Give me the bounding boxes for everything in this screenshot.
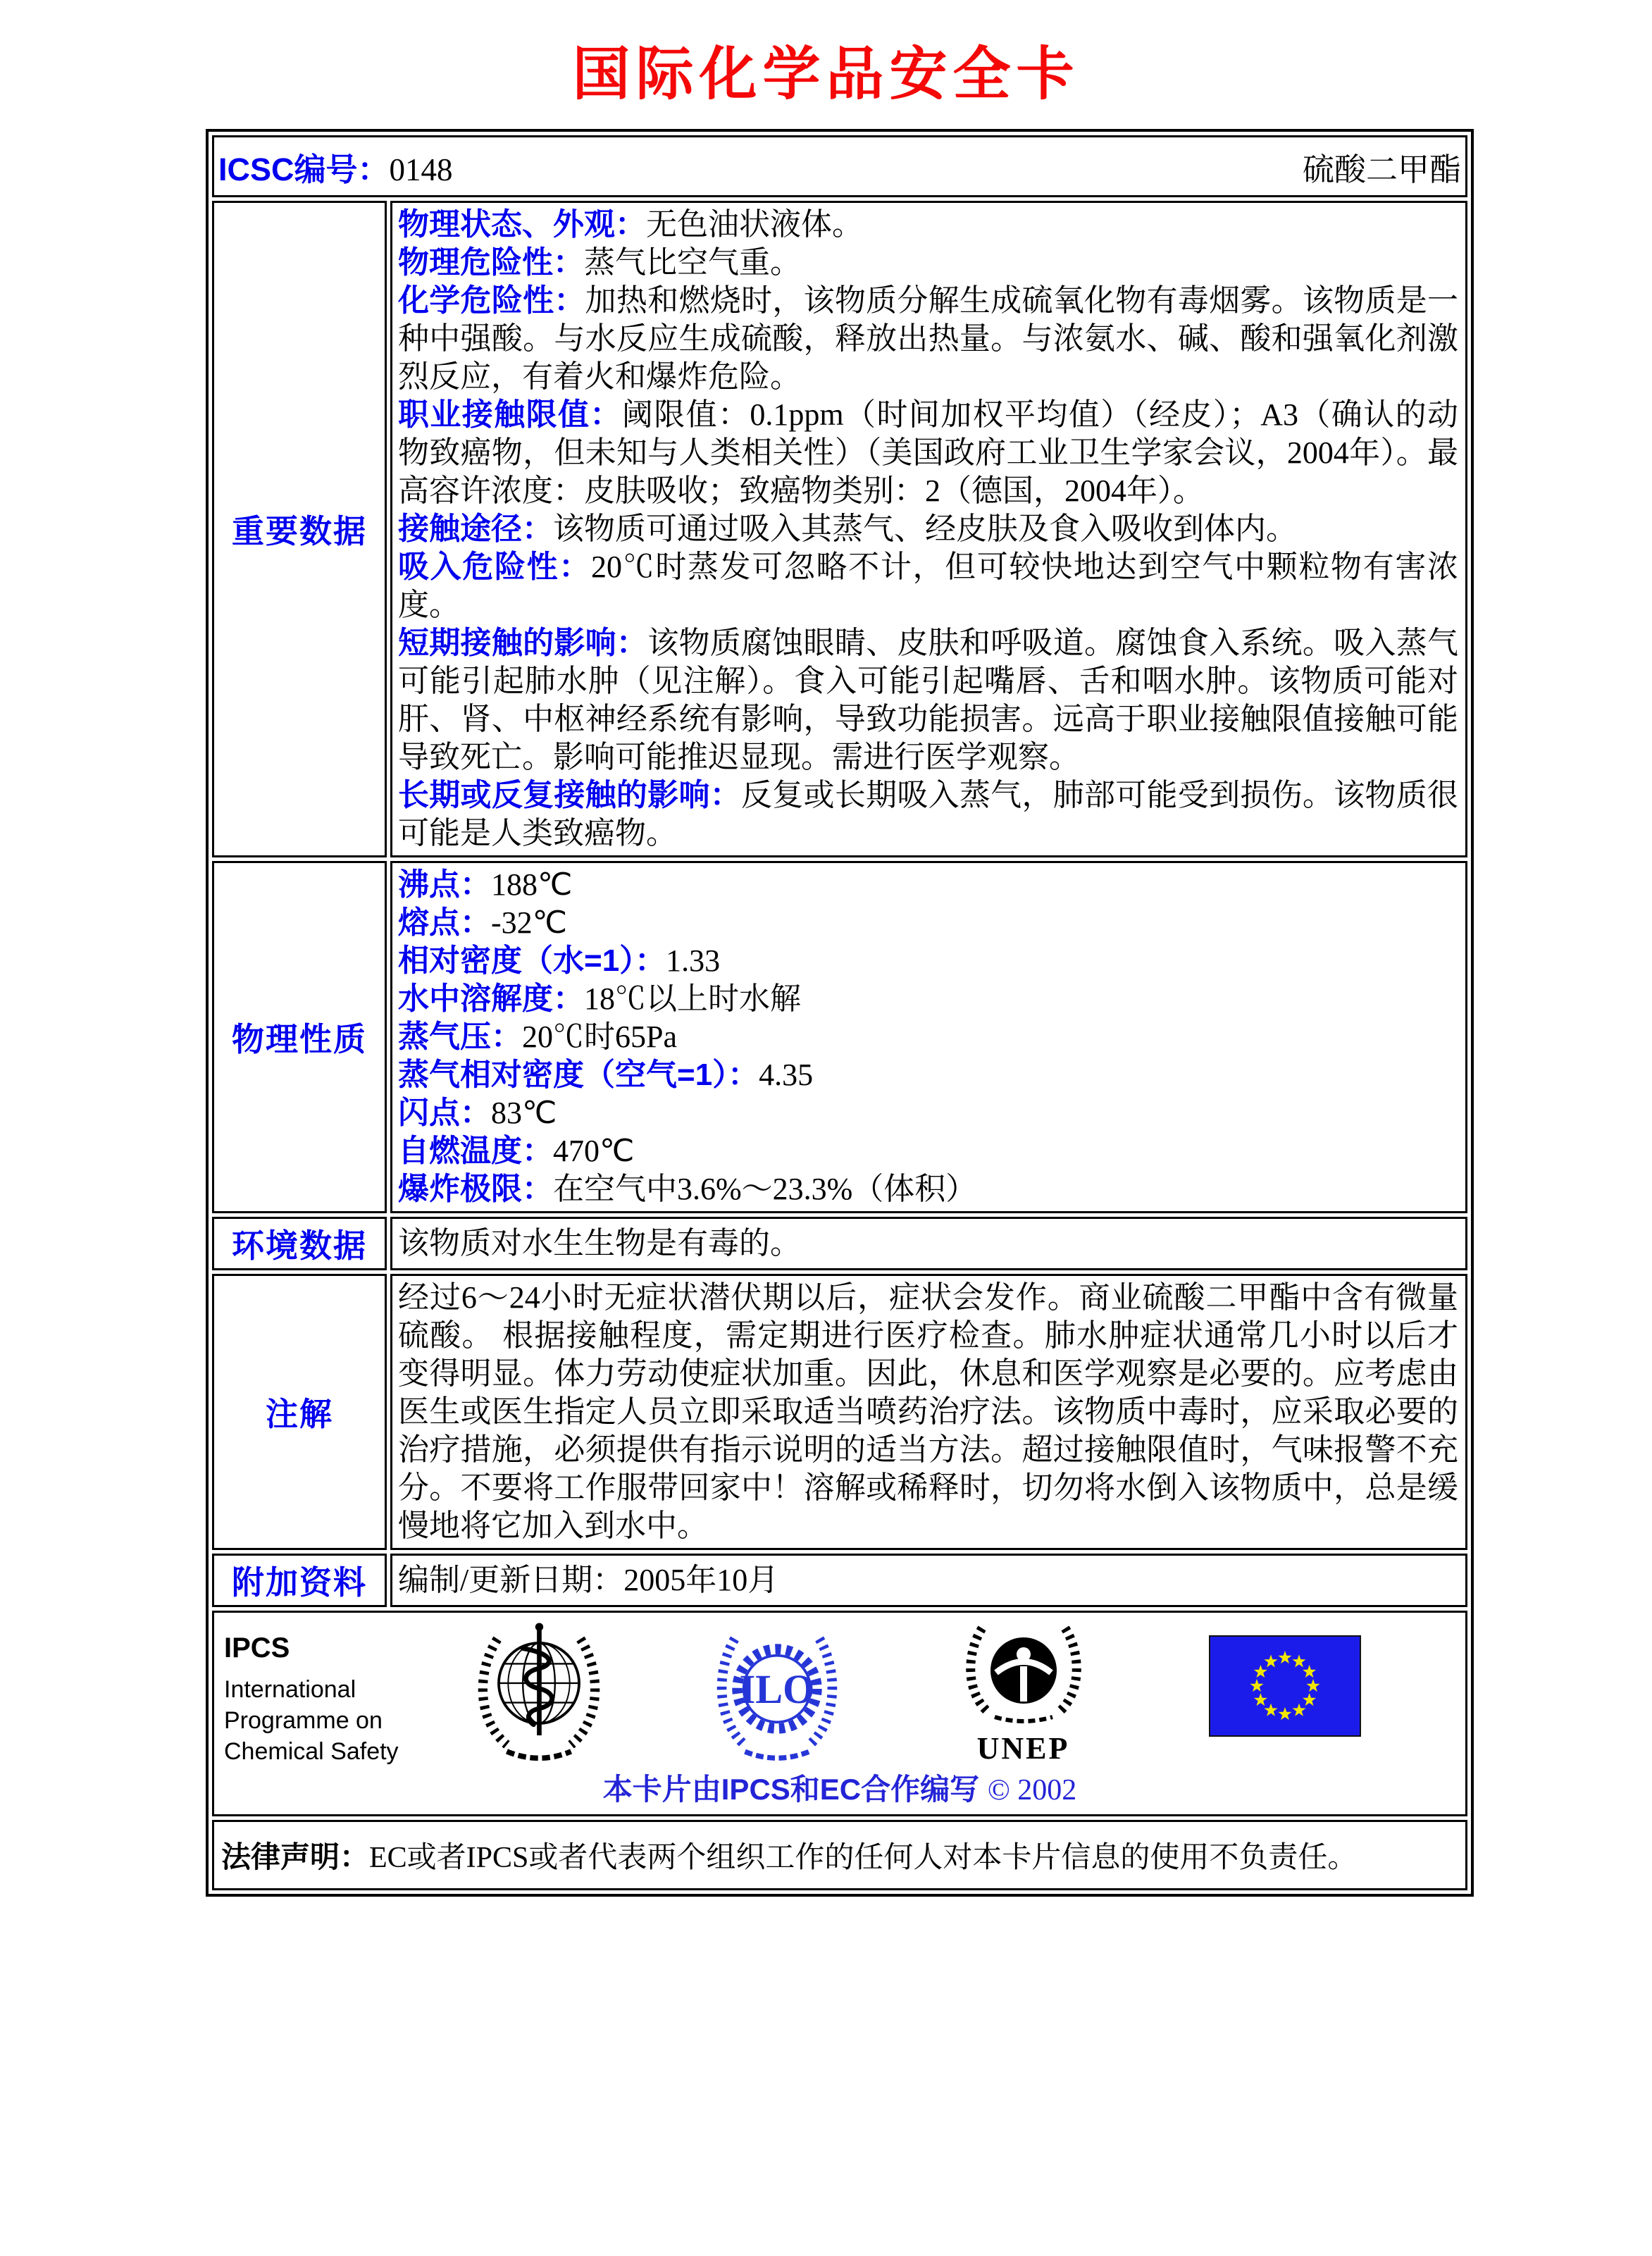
eu-flag-icon (1209, 1635, 1361, 1737)
field-value: 470℃ (553, 1134, 635, 1168)
section-label-environmental-data: 环境数据 (212, 1217, 387, 1270)
logos-cell (212, 1611, 1467, 1816)
field-label: 相对密度（水=1）： (398, 943, 666, 978)
field-label: 职业接触限值： (398, 397, 622, 432)
update-date-label: 编制/更新日期： (398, 1563, 624, 1597)
field-value: 18℃以上时水解 (584, 981, 801, 1016)
field-value: 20℃时蒸发可忽略不计，但可较快地达到空气中颗粒物有害浓度。 (398, 550, 1458, 622)
caption-text: 本卡片由IPCS和EC合作编写 (602, 1773, 980, 1806)
field-notes: 经过6～24小时无症状潜伏期以后，症状会发作。商业硫酸二甲酯中含有微量硫酸。 根据接触程度，需定期进行医疗检查。肺水肿症状通常几小时以后才变得明显。体力劳动使症状加重。因此，休息和医学观察是必要的。应考虑由医生或医生指定人员立即采取适当喷药治疗法。该物质中毒时，应采取必要的治疗措施，必须提供有指示说明的适当方法。超过接触限值时，气味报警不充分。不要将工作服带回家中！溶解或稀释时，切勿将水倒入该物质中，总是缓慢地将它加入到水中。 (398, 1280, 1458, 1543)
field-physical-state (398, 206, 1458, 244)
legal-cell (212, 1820, 1467, 1890)
field-vapour-relative-density (398, 1056, 1458, 1094)
field-label: 短期接触的影响： (398, 626, 648, 660)
update-date-value: 2005年10月 (623, 1563, 779, 1597)
field-value: 20℃时65Pa (522, 1019, 677, 1054)
physical-properties-row (212, 861, 1467, 1213)
field-value: 阈限值：0.1ppm（时间加权平均值）（经皮）；A3（确认的动物致癌物，但未知与人类相关性）（美国政府工业卫生学家会议，2004年）。最高容许浓度：皮肤吸收；致癌物类别：2（德国，2004年）。 (398, 397, 1459, 508)
icsc-number-value: 0148 (389, 151, 453, 187)
field-autoignition-temperature (398, 1132, 1458, 1170)
field-label: 蒸气相对密度（空气=1）： (398, 1058, 759, 1092)
logos-row (212, 1611, 1467, 1816)
field-label: 物理状态、外观： (398, 207, 646, 242)
field-label: 水中溶解度： (398, 981, 584, 1016)
field-value: 4.35 (759, 1058, 814, 1092)
card-caption (214, 1766, 1465, 1809)
field-label: 爆炸极限： (398, 1172, 553, 1206)
ipcs-subtitle-line2: Programme on (224, 1707, 383, 1734)
field-flash-point (398, 1094, 1458, 1132)
field-value: 在空气中3.6%～23.3%（体积） (553, 1172, 977, 1206)
field-value: 反复或长期吸入蒸气，肺部可能受到损伤。该物质很可能是人类致癌物。 (398, 778, 1458, 850)
field-label: 闪点： (398, 1096, 491, 1130)
field-value: 83℃ (491, 1096, 557, 1130)
field-melting-point (398, 904, 1458, 942)
field-value: -32℃ (491, 905, 568, 940)
section-label-additional-info: 附加资料 (212, 1554, 387, 1607)
who-logo-icon (472, 1621, 606, 1771)
important-data-row (212, 201, 1467, 857)
field-value: 无色油状液体。 (646, 207, 863, 242)
ipcs-subtitle-line1: International (224, 1676, 356, 1703)
ipcs-subtitle-line3: Chemical Safety (224, 1738, 399, 1765)
copyright-text: © 2002 (987, 1774, 1077, 1806)
ilo-letters: ILO (739, 1666, 815, 1713)
field-value: 该物质可通过吸入其蒸气、经皮肤及食入吸收到体内。 (553, 512, 1297, 546)
ilo-logo-icon (713, 1621, 841, 1771)
field-value: 加热和燃烧时，该物质分解生成硫氧化物有毒烟雾。该物质是一种中强酸。与水反应生成硫酸，释放出热量。与浓氨水、碱、酸和强氧化剂激烈反应，有着火和爆炸危险。 (398, 283, 1459, 394)
notes-content (390, 1274, 1467, 1550)
field-environmental-data: 该物质对水生生物是有毒的。 (398, 1226, 801, 1260)
icsc-card-table (206, 129, 1474, 1897)
field-relative-density (398, 942, 1458, 980)
unep-letters: UNEP (976, 1731, 1070, 1766)
field-long-term-effects (398, 776, 1458, 853)
field-label: 物理危险性： (398, 245, 584, 280)
field-routes-of-exposure (398, 510, 1458, 548)
section-label-physical-properties: 物理性质 (212, 861, 387, 1213)
field-label: 沸点： (398, 867, 491, 902)
icsc-number (218, 144, 453, 190)
ipcs-title: IPCS (224, 1632, 290, 1663)
chemical-name: 硫酸二甲酯 (1302, 151, 1461, 187)
field-label: 自燃温度： (398, 1134, 553, 1168)
field-chemical-hazards (398, 282, 1458, 396)
field-occupational-exposure-limits (398, 396, 1458, 510)
field-physical-hazards (398, 244, 1458, 282)
physical-properties-content (390, 861, 1467, 1213)
field-update-date (398, 1561, 1458, 1599)
environmental-data-row (212, 1217, 1467, 1270)
field-value: 188℃ (491, 867, 573, 902)
field-label: 接触途径： (398, 512, 553, 546)
field-vapour-pressure (398, 1018, 1458, 1056)
field-short-term-effects (398, 624, 1458, 776)
field-label: 吸入危险性： (398, 550, 591, 584)
ipcs-block (224, 1632, 399, 1767)
legal-row (212, 1820, 1467, 1890)
field-label: 熔点： (398, 905, 491, 940)
field-water-solubility (398, 980, 1458, 1018)
unep-emblem (964, 1620, 1083, 1725)
notes-row (212, 1274, 1467, 1550)
section-label-notes: 注解 (212, 1274, 387, 1550)
field-boiling-point (398, 866, 1458, 904)
field-label: 蒸气压： (398, 1019, 522, 1054)
field-explosive-limits (398, 1170, 1458, 1208)
page-title: 国际化学品安全卡 (572, 42, 1080, 106)
additional-info-row (212, 1554, 1467, 1607)
field-label: 化学危险性： (398, 283, 585, 318)
section-label-important-data: 重要数据 (212, 201, 387, 857)
important-data-content (390, 201, 1467, 857)
unep-logo-icon (958, 1620, 1088, 1766)
additional-info-content (390, 1554, 1467, 1607)
legal-label: 法律声明： (221, 1840, 370, 1873)
field-value: 1.33 (666, 943, 721, 978)
header-row (212, 135, 1467, 197)
field-inhalation-risk (398, 548, 1458, 624)
field-label: 长期或反复接触的影响： (398, 778, 741, 812)
icsc-number-label: ICSC编号： (218, 151, 390, 187)
legal-text: EC或者IPCS或者代表两个组织工作的任何人对本卡片信息的使用不负责任。 (369, 1842, 1358, 1874)
field-value: 蒸气比空气重。 (584, 245, 801, 280)
environmental-data-content (390, 1217, 1467, 1270)
field-value: 该物质腐蚀眼睛、皮肤和呼吸道。腐蚀食入系统。吸入蒸气可能引起肺水肿（见注解）。食入可能引起嘴唇、舌和咽水肿。该物质可能对肝、肾、中枢神经系统有影响，导致功能损害。远高于职业接触限值接触可能导致死亡。影响可能推迟显现。需进行医学观察。 (398, 626, 1459, 774)
header-cell (212, 135, 1467, 197)
